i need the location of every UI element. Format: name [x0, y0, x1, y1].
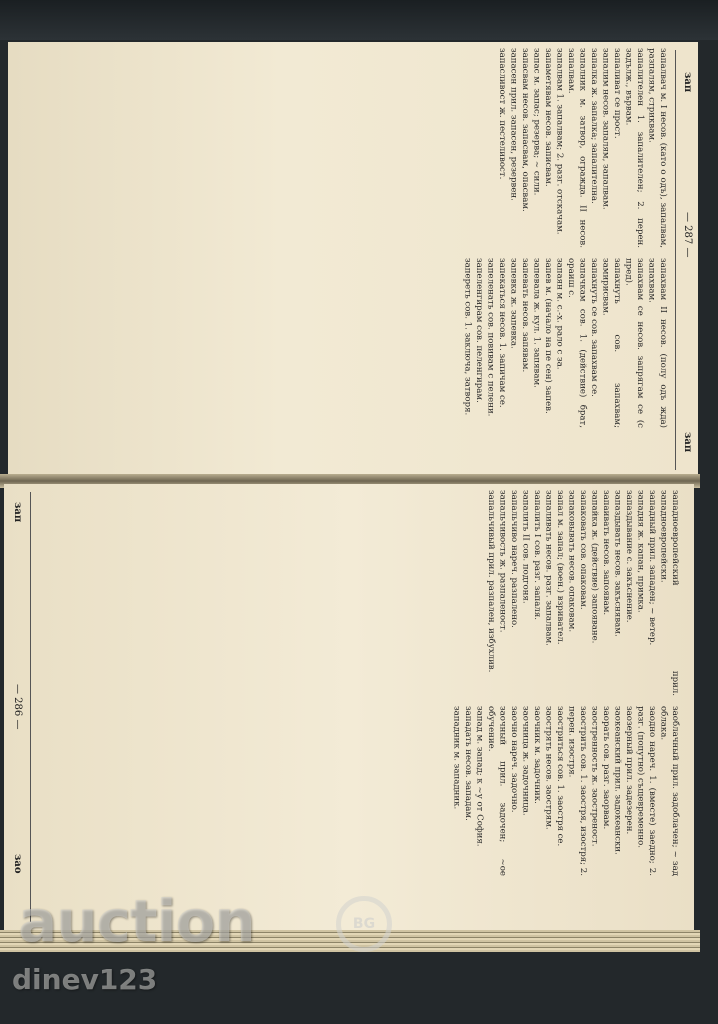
- dictionary-entry: запереть сов. 1. заключа, затворя.: [462, 258, 473, 416]
- dictionary-entry: запаковывать несов. опаковам.: [566, 490, 577, 633]
- dictionary-entry: запаливать несов. разг. запалвам.: [543, 490, 554, 646]
- dictionary-entry: запальчивость ж. разпаленост.: [497, 490, 508, 633]
- dictionary-entry: заостренность ж. заостреност.: [589, 706, 600, 847]
- column-2: [28, 258, 668, 428]
- dictionary-entry: запевать несов. запявам.: [520, 258, 530, 373]
- dictionary-entry: заозерный прил. задезерен.: [624, 706, 634, 835]
- dictionary-entry: заостриться сов. 1. заостря се.: [555, 706, 565, 847]
- dictionary-entry: запеленать сов. повивам с пелени.: [485, 258, 496, 417]
- dictionary-entry: западня ж. капан, примка.: [635, 490, 646, 613]
- header-rule: [30, 492, 31, 922]
- dictionary-entry: запалка ж. запалка; запалителна.: [589, 48, 599, 204]
- dictionary-entry: запальчиво нареч. разпалено.: [509, 490, 519, 628]
- dictionary-entry: запал м. запал; (воен.) взривател.: [555, 490, 565, 645]
- dictionary-entry: запекаться несов. 1. запичам се.: [497, 258, 507, 408]
- dictionary-entry: заочник м. задочник.: [532, 706, 542, 804]
- dictionary-entry: запевала ж. кул. 1. запявам.: [531, 258, 542, 388]
- dictionary-entry: запалить I сов. разг. запаля.: [532, 490, 542, 620]
- running-head: зап: [682, 432, 693, 453]
- page-287: [8, 42, 698, 480]
- dictionary-entry: западноевропейский прил. западноевропейски.: [658, 490, 680, 696]
- dictionary-entry: запалвам 1. запалвам; 2. разг. отскачам.: [554, 48, 565, 235]
- watermark-user: dinev123: [12, 963, 158, 996]
- dictionary-entry: запалить II сов. подгоня.: [520, 490, 531, 604]
- watermark-badge: BG: [336, 896, 392, 952]
- dictionary-entry: запахнуть се сов. запахвам се.: [589, 258, 599, 397]
- running-head: зап: [12, 502, 23, 523]
- dictionary-entry: заочный прил. задочен; ~ое обучение.: [486, 706, 508, 876]
- dictionary-entry: запалим несов. запалям, запалвам.: [600, 48, 611, 210]
- dictionary-entry: запаивать несов. запоявам.: [601, 490, 611, 616]
- dictionary-entry: запад м. запад; к ~у от София.: [474, 706, 485, 847]
- background-top: [0, 0, 718, 40]
- dictionary-entry: запаливат се прост.: [612, 48, 622, 139]
- column-1: [28, 48, 668, 248]
- running-head: зап: [682, 72, 693, 93]
- dictionary-entry: заорать сов. разг. заорвам.: [601, 706, 611, 830]
- dictionary-entry: заочно нареч. задочно.: [509, 706, 519, 813]
- dictionary-entry: запачкам сов. 1. (действие) брат, ораиш с.: [566, 258, 588, 428]
- dictionary-entry: запеленгирам сов. пеленгирам.: [474, 258, 484, 403]
- page-286: [4, 484, 694, 932]
- dictionary-entry: запас м. запас; резерва; ~ сили.: [531, 48, 542, 196]
- page-number: — 286 —: [12, 684, 23, 730]
- dictionary-entry: запаян м. с.-х. рало с за.: [554, 258, 565, 370]
- dictionary-entry: запалителен 1. запалителен; 2. перен. задълж., вървам.: [623, 48, 645, 248]
- dictionary-entry: западный прил. западен; ~ ветер.: [647, 490, 657, 646]
- dictionary-entry: заодно нареч. 1. (вместе) заедно; 2. разг. (попутно) същевременно.: [635, 706, 657, 876]
- dictionary-entry: запайка ж. (действие) запояване.: [589, 490, 600, 644]
- column-2: [40, 490, 680, 696]
- dictionary-entry: заочница ж. задочница.: [520, 706, 531, 816]
- dictionary-entry: запальчивый прил. разпален, избухлив.: [486, 490, 496, 673]
- dictionary-entry: запаковать сов. опаковам.: [578, 490, 588, 610]
- dictionary-entry: запевка ж. запевка.: [508, 258, 519, 349]
- dictionary-entry: заострить сов. 1. заостря, изостря; 2. перен. изостря.: [566, 706, 588, 876]
- header-rule: [675, 50, 676, 470]
- dictionary-entry: западать несов. западам.: [463, 706, 473, 821]
- watermark-brand: auction: [18, 887, 255, 955]
- dictionary-entry: запаметявам несов. записвам.: [543, 48, 553, 187]
- dictionary-entry: заоблачный прил. задоблачен; ~ зад облака.: [658, 706, 680, 876]
- dictionary-entry: заострять несов. заострям.: [543, 706, 554, 830]
- column-1: [40, 706, 680, 876]
- dictionary-entry: запасвам несов. запасвам, опасвам.: [520, 48, 530, 212]
- dictionary-entry: запахвам се несов. запрягам се (с пред).: [623, 258, 645, 428]
- page-number: — 287 —: [682, 212, 693, 258]
- dictionary-entry: запев м. (начало на пе сен) запев.: [543, 258, 553, 414]
- dictionary-entry: запалник м. затвор, огражда. II несов. запалвам.: [566, 48, 588, 248]
- dictionary-entry: западник м. западник.: [451, 706, 462, 810]
- dictionary-entry: запахнуть сов. запахвам; замирисвам.: [600, 258, 622, 428]
- dictionary-entry: запасен прил. запасен, резервен.: [508, 48, 519, 201]
- running-head: зао: [12, 854, 23, 874]
- dictionary-entry: запалвач м. I несов. (като о одъ), запалвам, разпалям, стриквам.: [646, 48, 668, 248]
- dictionary-entry: запаздывание с. закъснение.: [624, 490, 634, 623]
- dictionary-entry: заокеанский прил. задокеански.: [612, 706, 623, 855]
- dictionary-entry: запаздывать несов. закъснявам.: [612, 490, 623, 637]
- dictionary-entry: запасливост ж. пестеливост.: [497, 48, 507, 180]
- dictionary-entry: запахвам II несов. (полу одъ жда) запахвам.: [646, 258, 668, 428]
